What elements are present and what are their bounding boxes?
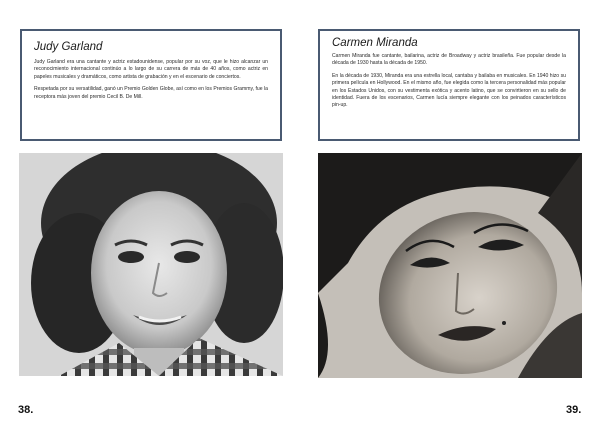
bio-box-judy-garland <box>20 29 282 141</box>
portrait-photo-icon <box>318 153 582 378</box>
page-number: 39. <box>566 404 582 416</box>
bio-box-carmen-miranda <box>318 29 580 141</box>
bio-title: Carmen Miranda <box>332 37 418 49</box>
page-right <box>300 0 600 424</box>
bio-paragraph-2: Respetada por su versatilidad, ganó un Premio Golden Globe, así como en los Premios Grammy, fue la receptora más joven del premio Cecil B. De Mill. <box>34 86 268 100</box>
portrait-photo-carmen-miranda <box>318 153 582 378</box>
bio-paragraph-2: En la década de 1930, Miranda era una estrella local, cantaba y bailaba en musicales. En 1940 hizo su primera película en Hollywood. En el mismo año, fue elegida como la tercera personalidad más popular en los Estados Unidos, con su vestimenta exótica y acento latino, que se convirtieron en su sello de identidad. Fuera de los escenarios, Carmen lucía siempre elegante con los peinados característicos pin-up. <box>332 72 566 109</box>
portrait-photo-judy-garland <box>19 153 283 376</box>
bio-paragraph-1: Carmen Miranda fue cantante, bailarina, actriz de Broadway y actriz brasileña. Fue popular desde la década de 1930 hasta la década de 1950. <box>332 53 566 67</box>
page-number: 38. <box>18 404 34 416</box>
bio-title: Judy Garland <box>34 41 103 53</box>
bio-paragraph-1: Judy Garland era una cantante y actriz estadounidense, popular por su voz, que le hizo alcanzar un reconocimiento internacional continúo a lo largo de su carrera de más de 40 años, como actriz en papeles musicales y dramáticos, como artista de grabación y en el escenario de conciertos. <box>34 59 268 80</box>
portrait-photo-icon <box>19 153 283 376</box>
